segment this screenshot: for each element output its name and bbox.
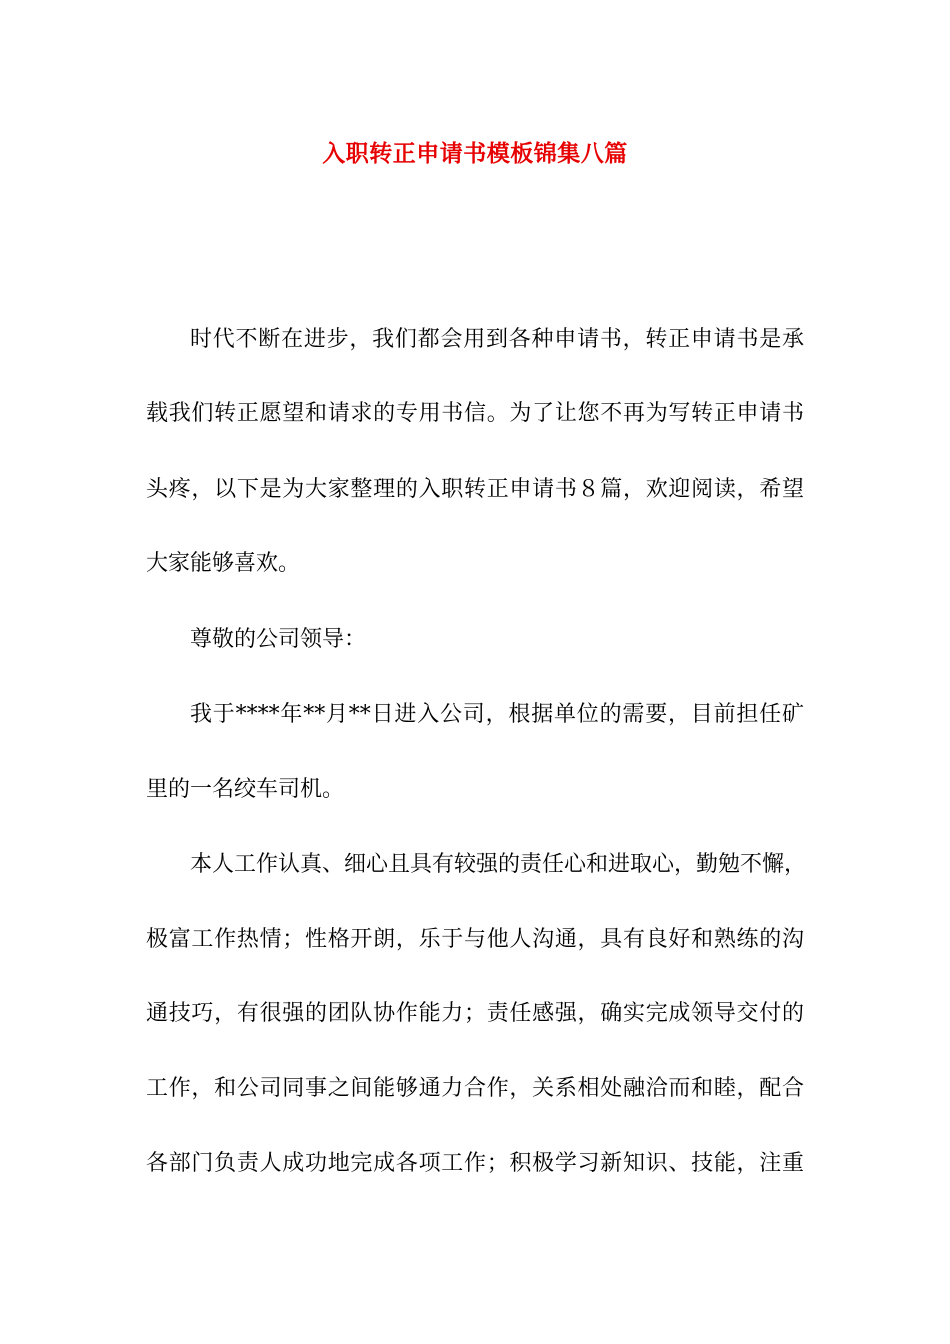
- paragraph-line: 本人工作认真、细心且具有较强的责任心和进取心，勤勉不懈，: [190, 852, 807, 877]
- paragraph-line: 工作，和公司同事之间能够通力合作，关系相处融洽而和睦，配合: [146, 1076, 804, 1101]
- paragraph-line: 里的一名绞车司机。: [146, 777, 345, 802]
- paragraph-line: 通技巧，有很强的团队协作能力；责任感强，确实完成领导交付的: [146, 1001, 804, 1026]
- paragraph-line: 大家能够喜欢。: [146, 551, 301, 576]
- salutation: 尊敬的公司领导：: [190, 627, 367, 652]
- paragraph-line: 各部门负责人成功地完成各项工作；积极学习新知识、技能，注重: [146, 1151, 804, 1176]
- paragraph-line: 头疼，以下是为大家整理的入职转正申请书８篇，欢迎阅读，希望: [146, 477, 804, 502]
- paragraph-line: 时代不断在进步，我们都会用到各种申请书，转正申请书是承: [190, 327, 804, 352]
- document-title: 入职转正申请书模板锦集八篇: [322, 140, 628, 167]
- paragraph-line: 载我们转正愿望和请求的专用书信。为了让您不再为写转正申请书: [146, 401, 804, 426]
- paragraph-line: 我于****年**月**日进入公司，根据单位的需要，目前担任矿: [190, 702, 804, 727]
- paragraph-line: 极富工作热情；性格开朗，乐于与他人沟通，具有良好和熟练的沟: [146, 927, 804, 952]
